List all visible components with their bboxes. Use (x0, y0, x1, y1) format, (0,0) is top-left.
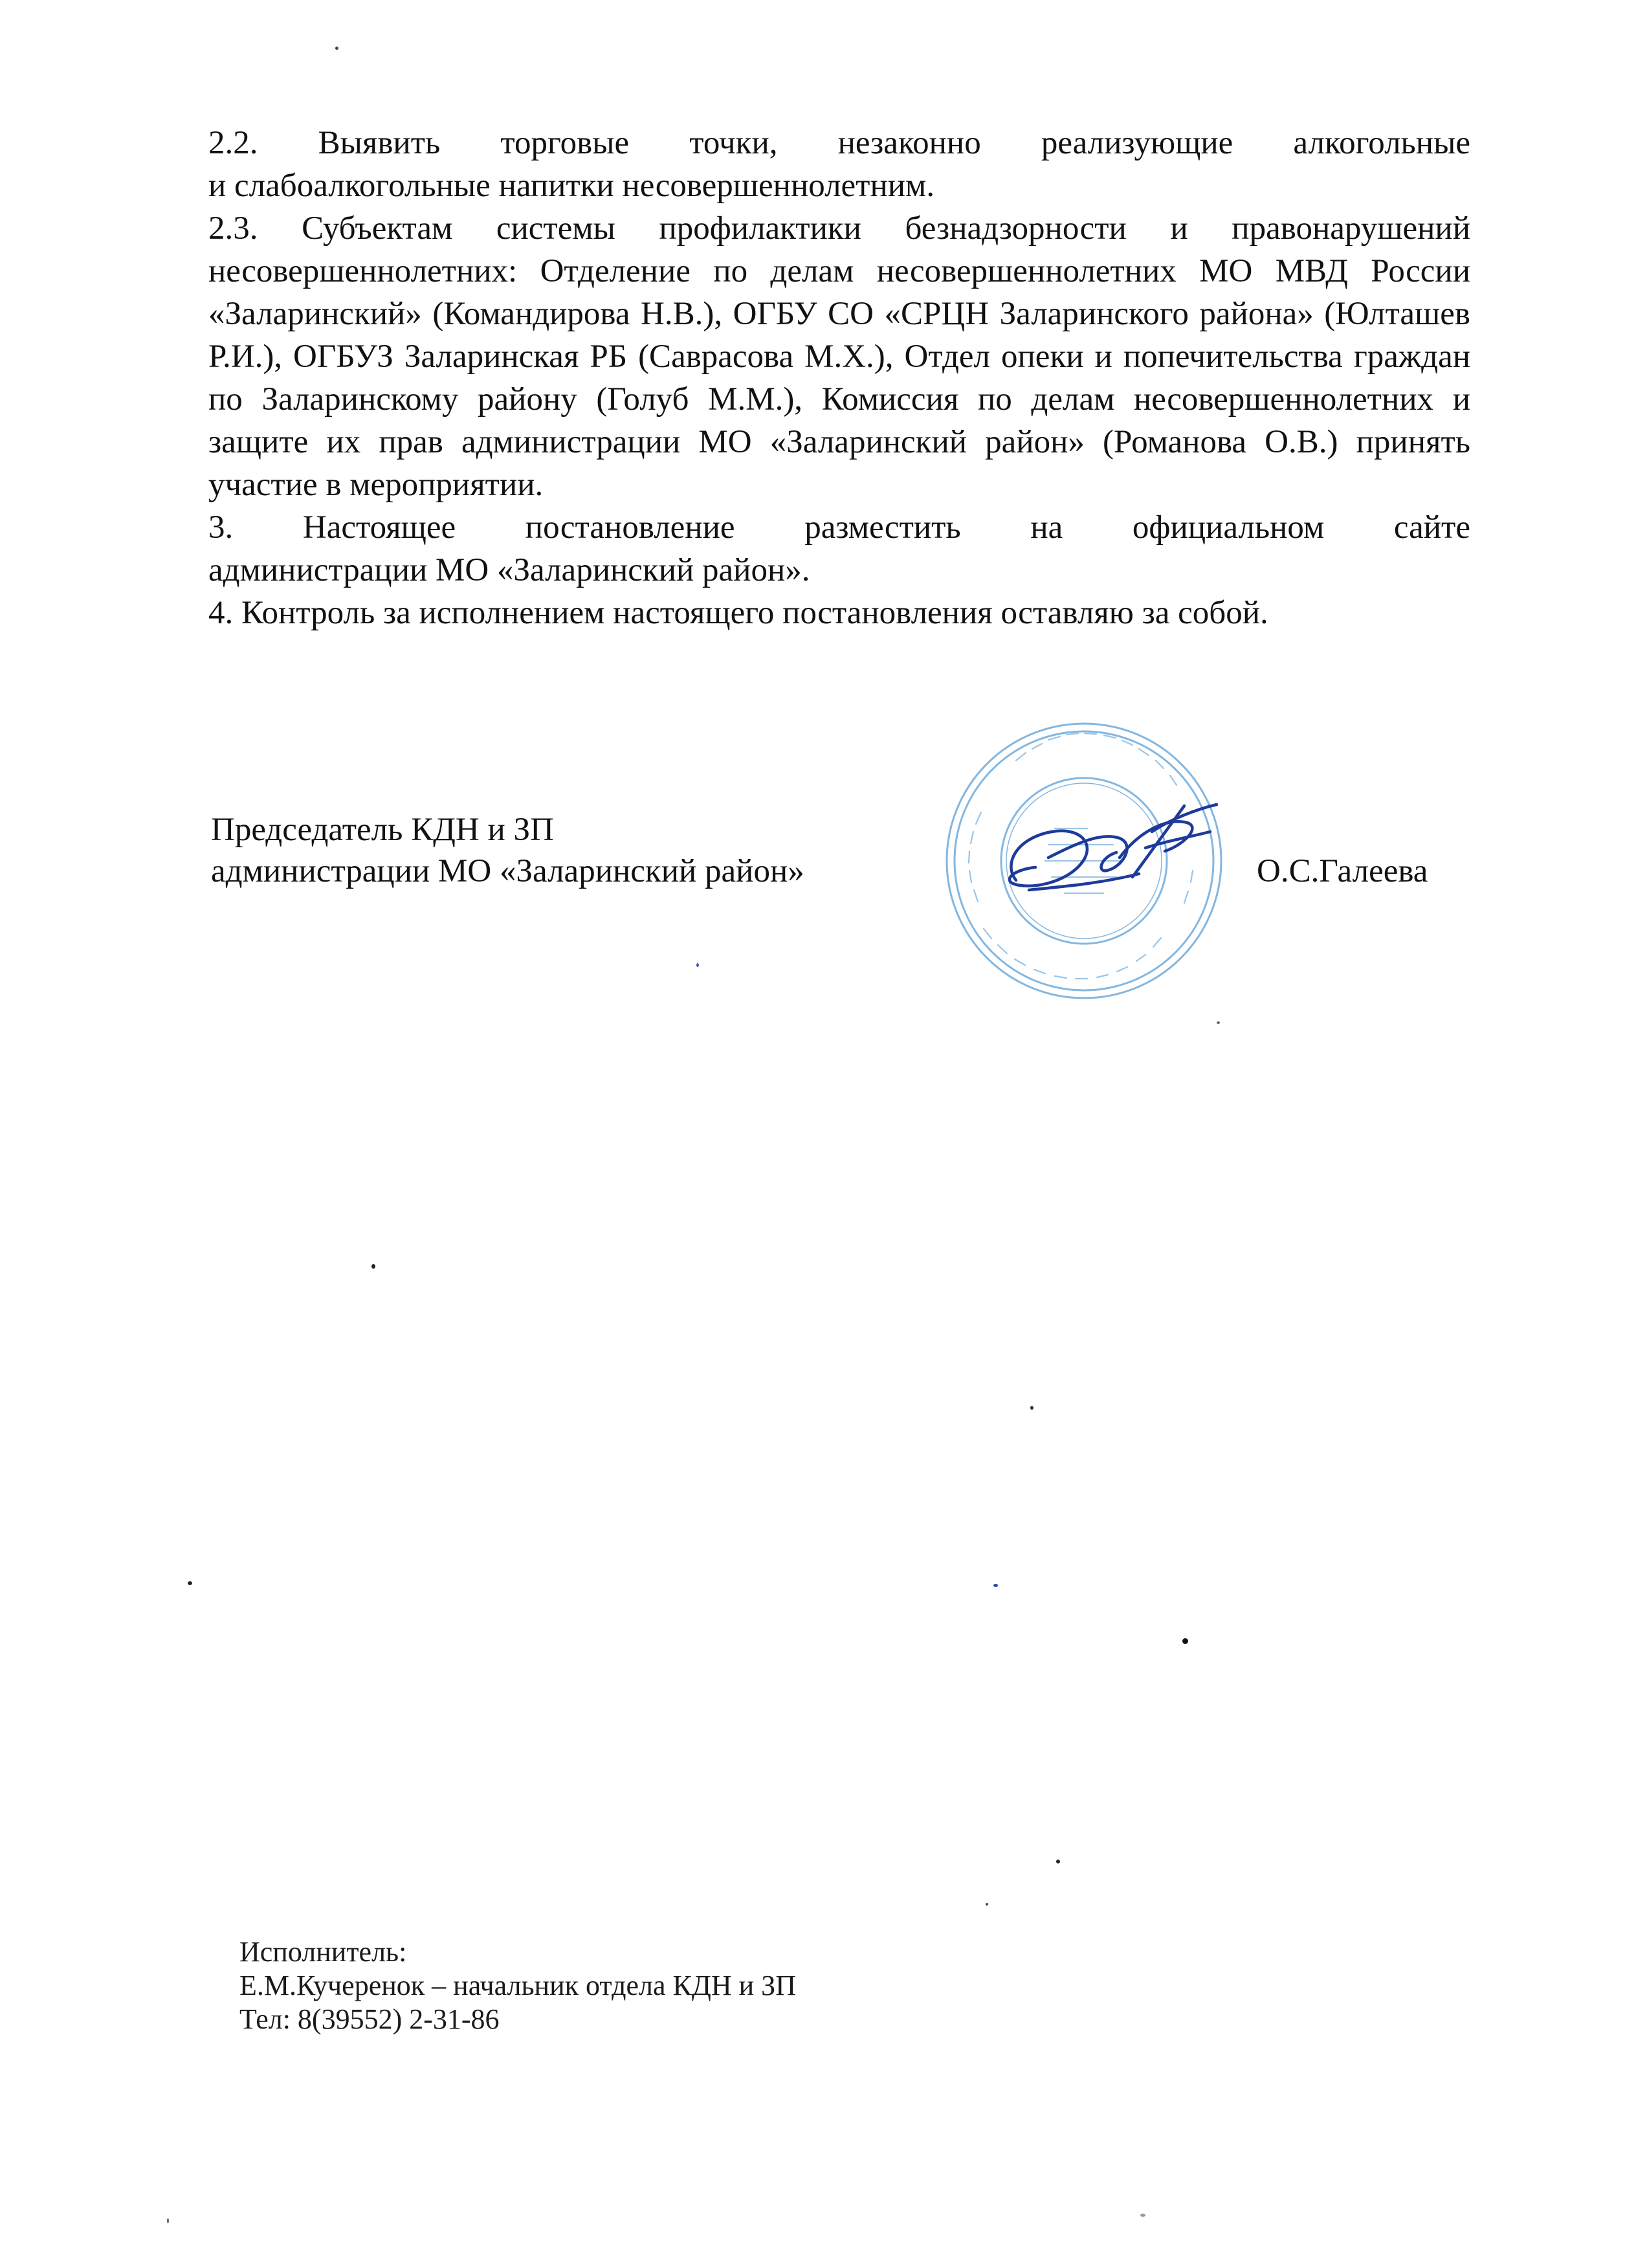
scan-speck (993, 1584, 998, 1587)
executor-label: Исполнитель: (239, 1936, 407, 1968)
scan-speck (1182, 1638, 1188, 1644)
document-body (208, 122, 1470, 634)
handwritten-signature (990, 793, 1230, 909)
scan-speck (1056, 1860, 1060, 1863)
signer-position-line-2: администрации МО «Заларинский район» (211, 853, 804, 889)
paragraph-3-line-2: администрации МО «Заларинский район». (208, 552, 810, 588)
scan-speck (371, 1264, 375, 1269)
signature-block (211, 809, 804, 892)
scan-speck (696, 963, 699, 967)
paragraph-3-line-1: 3. Настоящее постановление разместить на официальном сайте (208, 509, 1470, 546)
scan-speck (1140, 2214, 1145, 2217)
paragraph-2-3: 2.3. Субъектам системы профилактики безнадзорности и правонарушений несовершеннолетних: Отделение по делам несовершеннолетних МО МВД России «Заларинский» (Командирова Н.В.), ОГБУ СО «СРЦН Заларинского района» (Юлташев Р.И.), ОГБУЗ Заларинская РБ (Саврасова М.Х.), Отдел опеки и попечительства граждан по Заларинскому району (Голуб М.М.), Комиссия по делам несовершеннолетних и защите их прав администрации МО «Заларинский район» (Романова О.В.) принять участие в мероприятии. (208, 210, 1470, 503)
executor-person: Е.М.Кучеренок – начальник отдела КДН и ЗП (239, 1970, 796, 2001)
scan-speck (167, 2218, 169, 2223)
scan-speck (986, 1903, 988, 1906)
scan-speck (1030, 1406, 1034, 1410)
paragraph-2-2-line-1: 2.2. Выявить торговые точки, незаконно реализующие алкогольные (208, 125, 1470, 161)
scan-speck (188, 1581, 192, 1585)
executor-phone: Тел: 8(39552) 2-31-86 (239, 2003, 500, 2035)
paragraph-4: 4. Контроль за исполнением настоящего постановления оставляю за собой. (208, 595, 1268, 631)
executor-block (239, 1935, 796, 2036)
scan-speck (1217, 1021, 1220, 1024)
signer-name: О.С.Галеева (1257, 853, 1428, 889)
paragraph-2-2-line-2: и слабоалкогольные напитки несовершеннолетним. (208, 168, 935, 204)
scan-speck (335, 47, 338, 50)
signer-position-line-1: Председатель КДН и ЗП (211, 812, 554, 848)
